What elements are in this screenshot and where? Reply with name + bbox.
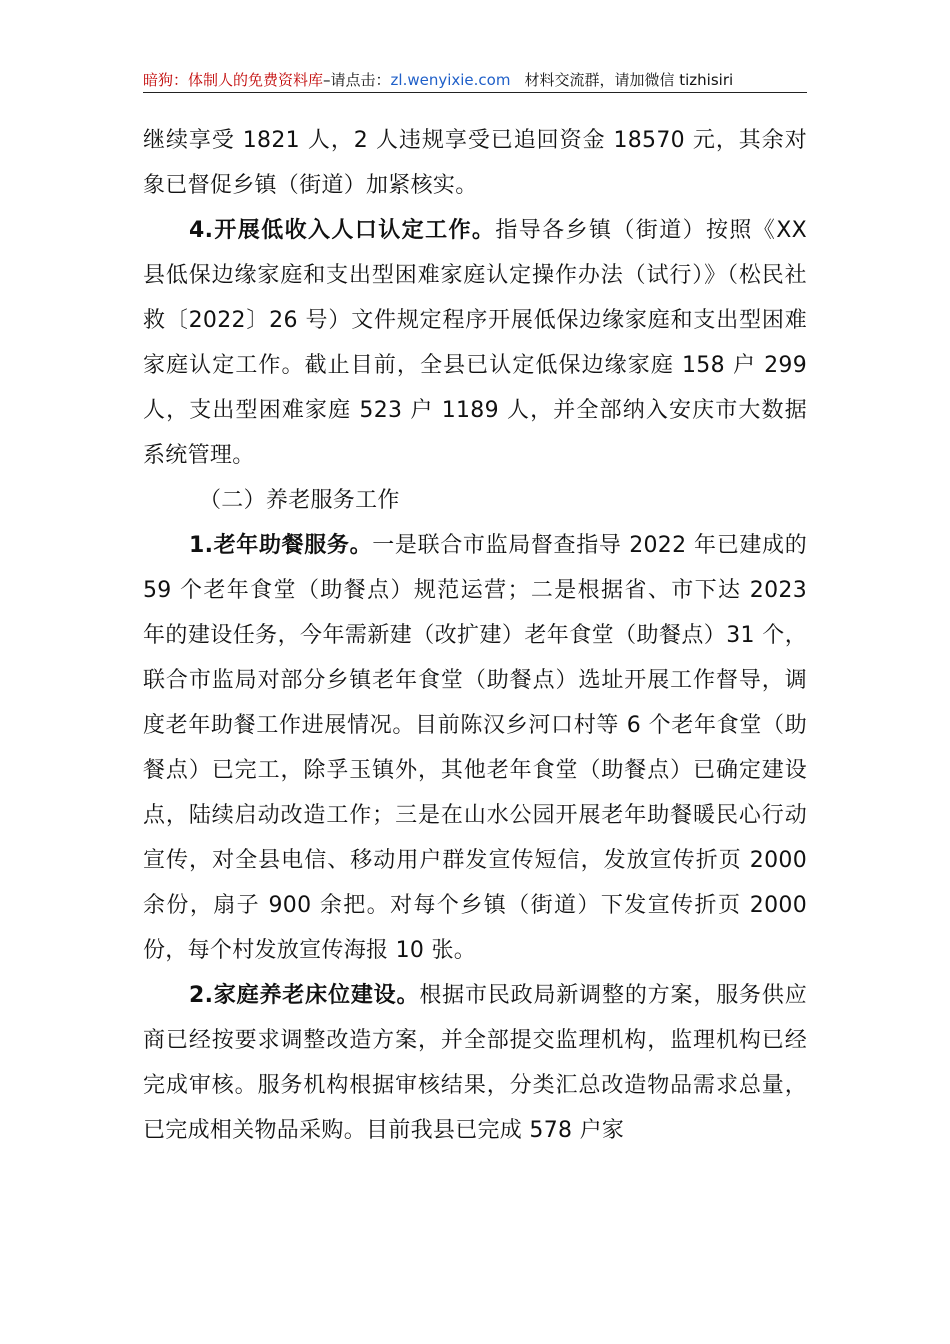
paragraph-text: 指导各乡镇（街道）按照《XX 县低保边缘家庭和支出型困难家庭认定操作办法（试行）》（松民社救〔2022〕26 号）文件规定程序开展低保边缘家庭和支出型困难家庭认定工作。截止目前，全县已认定低保边缘家庭 158 户 299 人，支出型困难家庭 523 户 1189 人，并全部纳入安庆市大数据系统管理。 — [143, 218, 807, 468]
paragraph-elderly-meal-service — [143, 523, 807, 973]
header-promo-text: 暗狗：体制人的免费资料库 — [143, 71, 324, 89]
header-url-link[interactable]: zl.wenyixie.com — [390, 71, 511, 89]
paragraph-text: 一是联合市监局督查指导 2022 年已建成的 59 个老年食堂（助餐点）规范运营；二是根据省、市下达 2023 年的建设任务，今年需新建（改扩建）老年食堂（助餐点）31 个，联合市监局对部分乡镇老年食堂（助餐点）选址开展工作督导，调度老年助餐工作进展情况。目前陈汉乡河口村等 6 个老年食堂（助餐点）已完工，除孚玉镇外，其他老年食堂（助餐点）已确定建设点，陆续启动改造工作；三是在山水公园开展老年助餐暖民心行动宣传，对全县电信、移动用户群发宣传短信，发放宣传折页 2000 余份，扇子 900 余把。对每个乡镇（街道）下发宣传折页 2000 份，每个村发放宣传海报 10 张。 — [143, 533, 807, 963]
paragraph-home-care-beds — [143, 973, 807, 1153]
header-wechat-text: 材料交流群，请加微信 tizhisiri — [524, 71, 734, 89]
header-click-prefix: –请点击： — [323, 71, 391, 89]
paragraph-heading: 2.家庭养老床位建设。 — [189, 983, 420, 1008]
document-body — [143, 118, 807, 1153]
paragraph-heading: 4.开展低收入人口认定工作。 — [189, 218, 496, 243]
watermark-header — [143, 68, 807, 93]
paragraph-continued: 继续享受 1821 人，2 人违规享受已追回资金 18570 元，其余对象已督促乡镇（街道）加紧核实。 — [143, 128, 807, 198]
paragraph-text: 根据市民政局新调整的方案，服务供应商已经按要求调整改造方案，并全部提交监理机构，监理机构已经完成审核。服务机构根据审核结果，分类汇总改造物品需求总量，已完成相关物品采购。目前我县已完成 578 户家 — [143, 983, 807, 1143]
section-heading-elderly-care: （二）养老服务工作 — [199, 488, 400, 513]
paragraph-heading: 1.老年助餐服务。 — [189, 533, 373, 558]
paragraph-low-income-recognition — [143, 208, 807, 478]
